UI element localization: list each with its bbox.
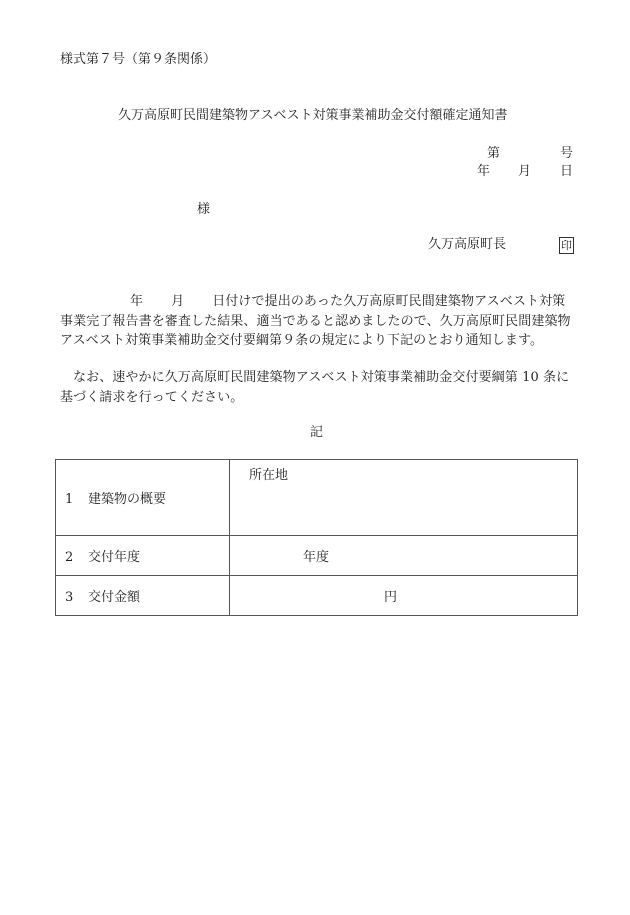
form-number: 様式第７号（第９条関係） (60, 52, 217, 67)
ki-heading: 記 (310, 425, 324, 440)
notice-paragraph-2 (60, 368, 578, 407)
row-label-cell (56, 460, 230, 536)
fiscal-year-value: 年度 (303, 550, 330, 565)
table-row (56, 460, 578, 536)
document-title: 久万高原町民間建築物アスベスト対策事業補助金交付額確定通知書 (118, 108, 508, 123)
number-suffix: 号 (559, 146, 573, 161)
paragraph-1-text: 日付けで提出のあった久万高原町民間建築物アスベスト対策事業完了報告書を審査した結果、適当であると認めましたので、久万高原町民間建築物アスベスト対策事業補助金交付要綱第９条の規定により下記のとおり通知します。 (60, 294, 571, 348)
row-label: 建築物の概要 (88, 492, 167, 507)
table-row (56, 576, 578, 616)
row-label: 交付年度 (88, 550, 141, 565)
addressee-honorific: 様 (197, 202, 211, 217)
row-value-cell (230, 536, 578, 576)
date-month: 月 (518, 164, 532, 179)
row-label: 交付金額 (88, 590, 141, 605)
date-year: 年 (477, 164, 491, 179)
para-date-year: 年 (130, 294, 144, 309)
row-value-cell (230, 460, 578, 536)
row-number: 1 (65, 492, 74, 507)
issuer-name: 久万高原町長 (428, 237, 507, 252)
para-date-month: 月 (171, 294, 185, 309)
number-prefix: 第 (487, 146, 501, 161)
table-row (56, 536, 578, 576)
row-value-cell (230, 576, 578, 616)
grant-amount-value: 円 (384, 590, 398, 605)
details-table (55, 459, 578, 616)
location-label: 所在地 (249, 468, 289, 483)
row-label-cell (56, 576, 230, 616)
row-number: 3 (65, 590, 74, 605)
row-label-cell (56, 536, 230, 576)
seal-mark: 印 (561, 239, 572, 252)
notice-paragraph-1 (60, 292, 578, 351)
date-day: 日 (559, 164, 573, 179)
row-number: 2 (65, 550, 74, 565)
paragraph-2-text: なお、速やかに久万高原町民間建築物アスベスト対策事業補助金交付要綱第 10 条に基づく請求を行ってください。 (60, 370, 570, 405)
